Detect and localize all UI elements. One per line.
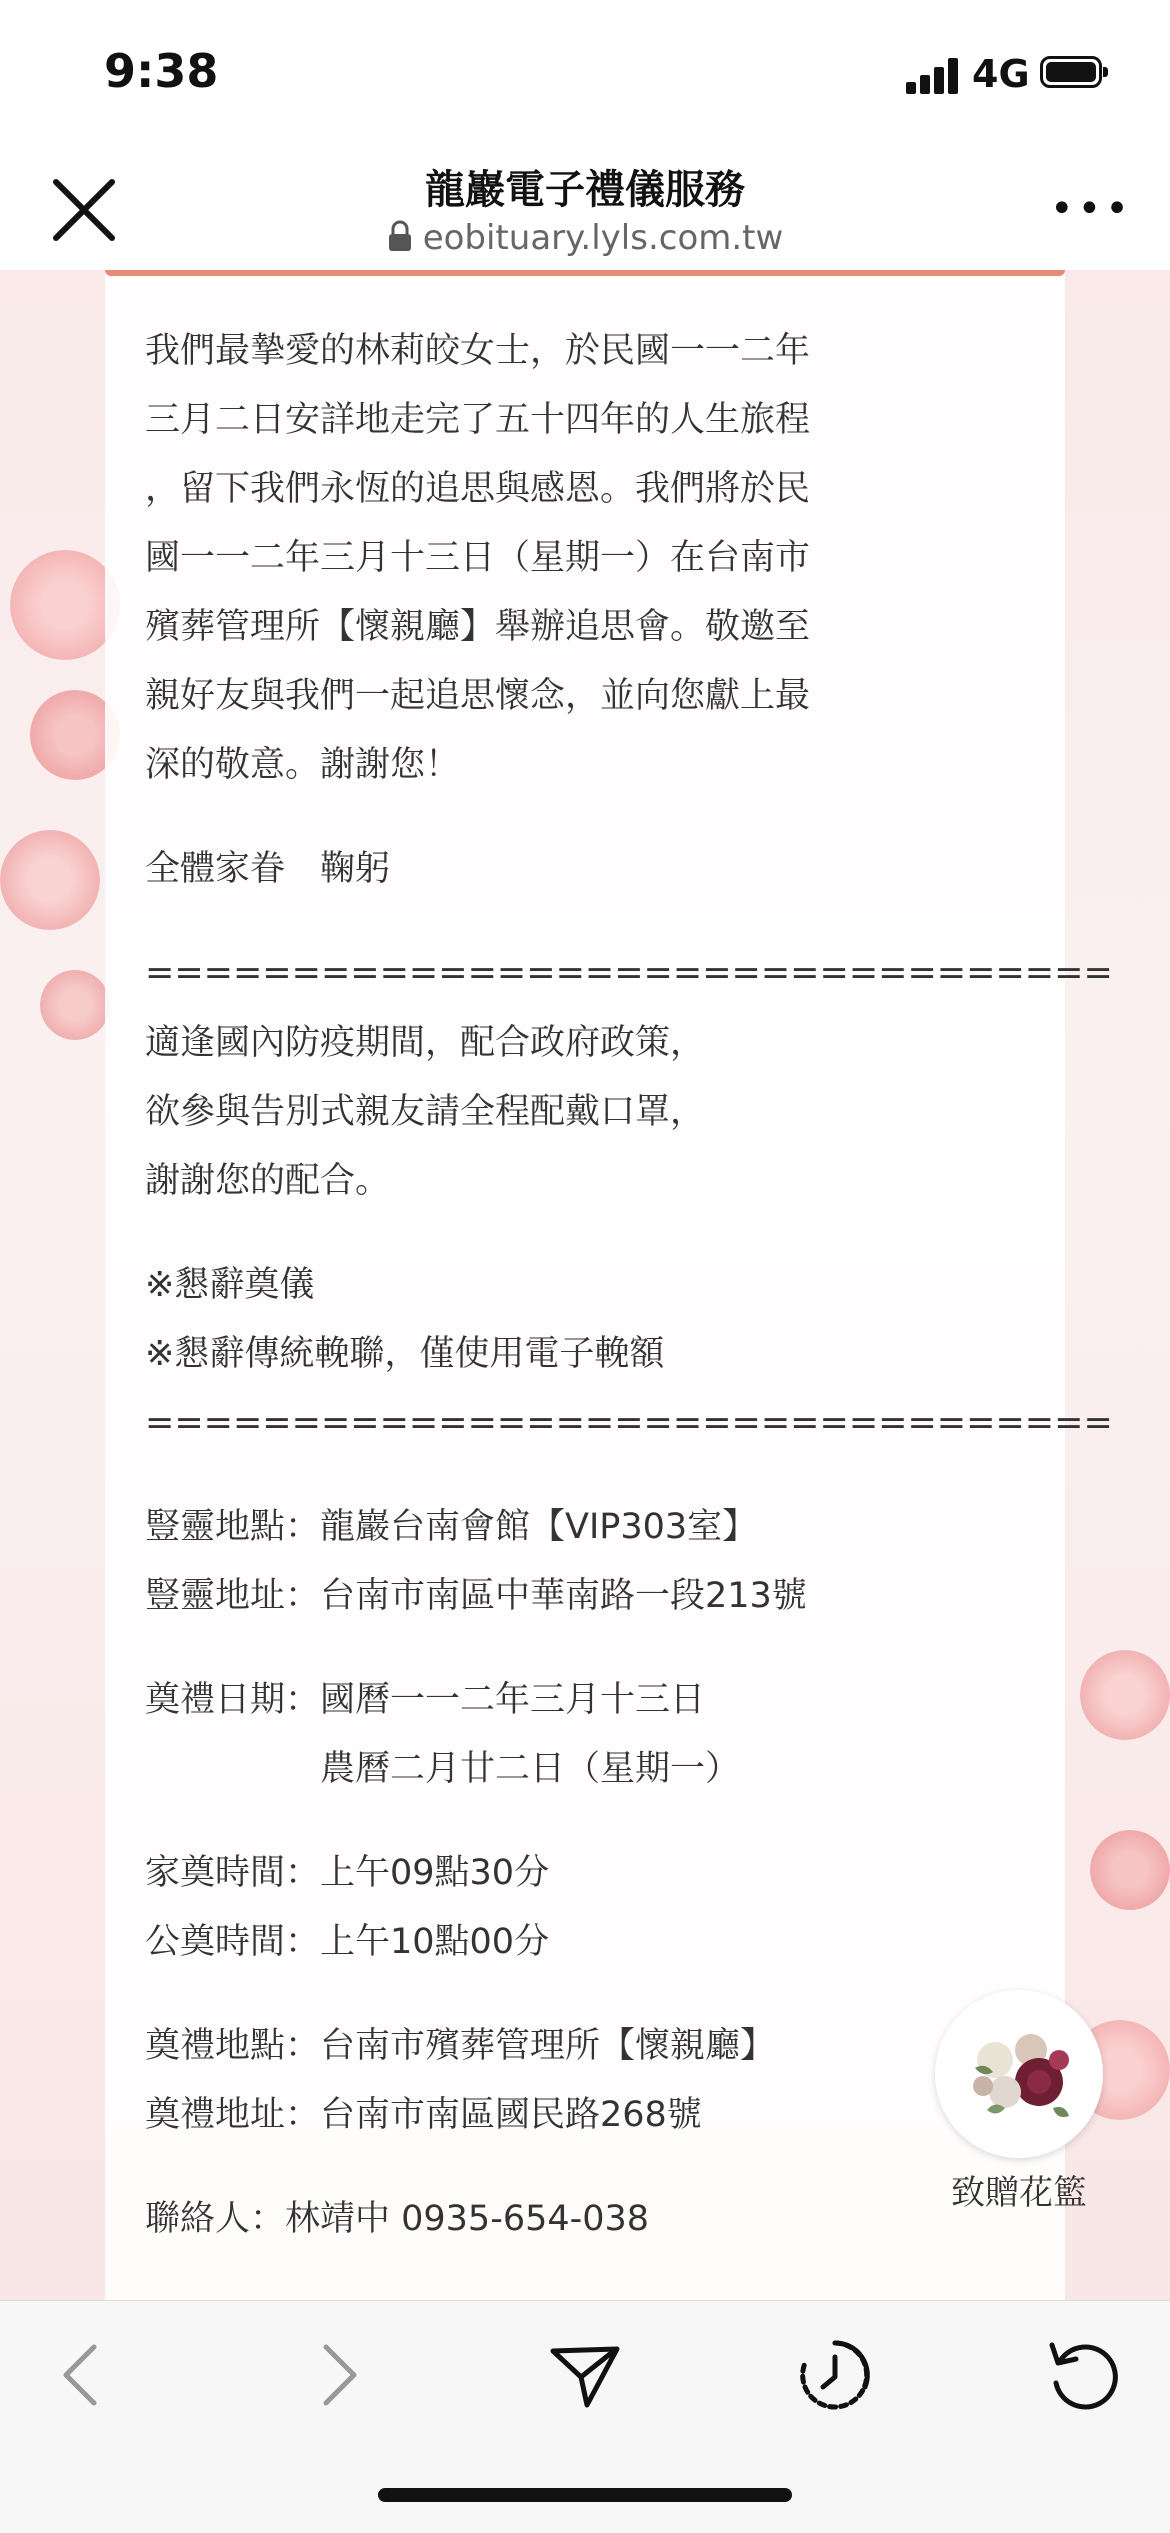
detail-text-line: 農曆二月廿二日（星期一） xyxy=(145,1749,741,1789)
back-icon[interactable] xyxy=(44,2335,124,2415)
obituary-card xyxy=(105,270,1113,2300)
detail-text-line: 豎靈地址：台南市南區中華南路一段213號 xyxy=(145,1576,807,1616)
more-icon[interactable]: ••• xyxy=(1050,186,1133,232)
home-indicator xyxy=(378,2488,792,2502)
blossom-decoration xyxy=(40,970,110,1040)
detail-text-line: 豎靈地點：龍巖台南會館【VIP303室】 xyxy=(145,1507,758,1547)
status-time: 9:38 xyxy=(104,44,219,98)
notice-text-line: 欲參與告別式親友請全程配戴口罩， xyxy=(145,1092,706,1132)
notice-text-line: 謝謝您的配合。 xyxy=(145,1161,391,1201)
detail-text-line: 奠禮地址：台南市南區國民路268號 xyxy=(145,2095,702,2135)
decline-text-line: ※懇辭奠儀 xyxy=(145,1265,315,1305)
send-flowers-button[interactable] xyxy=(935,1990,1103,2158)
url-bar[interactable] xyxy=(0,218,1170,258)
obituary-text-line: 國一一二年三月十三日（星期一）在台南市 xyxy=(145,538,811,578)
divider-line: ================================= xyxy=(145,953,1113,993)
detail-text-line: 家奠時間：上午09點30分 xyxy=(145,1853,550,1893)
signoff-text: 全體家眷 鞠躬 xyxy=(145,849,391,889)
decline-text-line: ※懇辭傳統輓聯，僅使用電子輓額 xyxy=(145,1334,665,1374)
contact-text-line: 聯絡人：林靖中 0935-654-038 xyxy=(145,2199,650,2239)
url-text: eobituary.lyls.com.tw xyxy=(422,218,784,258)
divider-line: ================================= xyxy=(145,1403,1113,1443)
reload-icon[interactable] xyxy=(1044,2335,1124,2415)
detail-text-line: 奠禮地點：台南市殯葬管理所【懷親廳】 xyxy=(145,2026,776,2066)
flower-bouquet-icon xyxy=(935,1990,1103,2158)
web-content xyxy=(0,270,1170,2300)
detail-text-line: 奠禮日期：國曆一一二年三月十三日 xyxy=(145,1680,706,1720)
battery-icon xyxy=(1040,56,1102,88)
card-edge xyxy=(105,270,1065,276)
blossom-decoration xyxy=(1090,1830,1170,1910)
forward-icon[interactable] xyxy=(296,2335,376,2415)
signal-icon xyxy=(906,58,960,94)
blossom-decoration xyxy=(1080,1650,1170,1740)
obituary-text-line: 我們最摯愛的林莉皎女士，於民國一一二年 xyxy=(145,331,811,371)
network-type: 4G xyxy=(972,52,1030,96)
page-title: 龍巖電子禮儀服務 xyxy=(425,167,745,213)
obituary-text-line: 三月二日安詳地走完了五十四年的人生旅程 xyxy=(145,400,811,440)
blossom-decoration xyxy=(0,830,100,930)
obituary-text-line: 親好友與我們一起追思懷念，並向您獻上最 xyxy=(145,676,811,716)
obituary-text-line: 殯葬管理所【懷親廳】舉辦追思會。敬邀至 xyxy=(145,607,811,647)
obituary-text-line: ，留下我們永恆的追思與感恩。我們將於民 xyxy=(145,469,811,509)
send-flowers-label[interactable]: 致贈花籃 xyxy=(951,2173,1087,2213)
history-icon[interactable] xyxy=(795,2335,875,2415)
obituary-text-line: 深的敬意。謝謝您！ xyxy=(145,745,461,785)
notice-text-line: 適逢國內防疫期間，配合政府政策， xyxy=(145,1023,706,1063)
detail-text-line: 公奠時間：上午10點00分 xyxy=(145,1922,550,1962)
browser-nav-bar xyxy=(0,140,1170,271)
share-icon[interactable] xyxy=(545,2335,625,2415)
status-bar xyxy=(0,0,1170,140)
lock-icon xyxy=(387,220,413,252)
blossom-decoration xyxy=(10,550,120,660)
